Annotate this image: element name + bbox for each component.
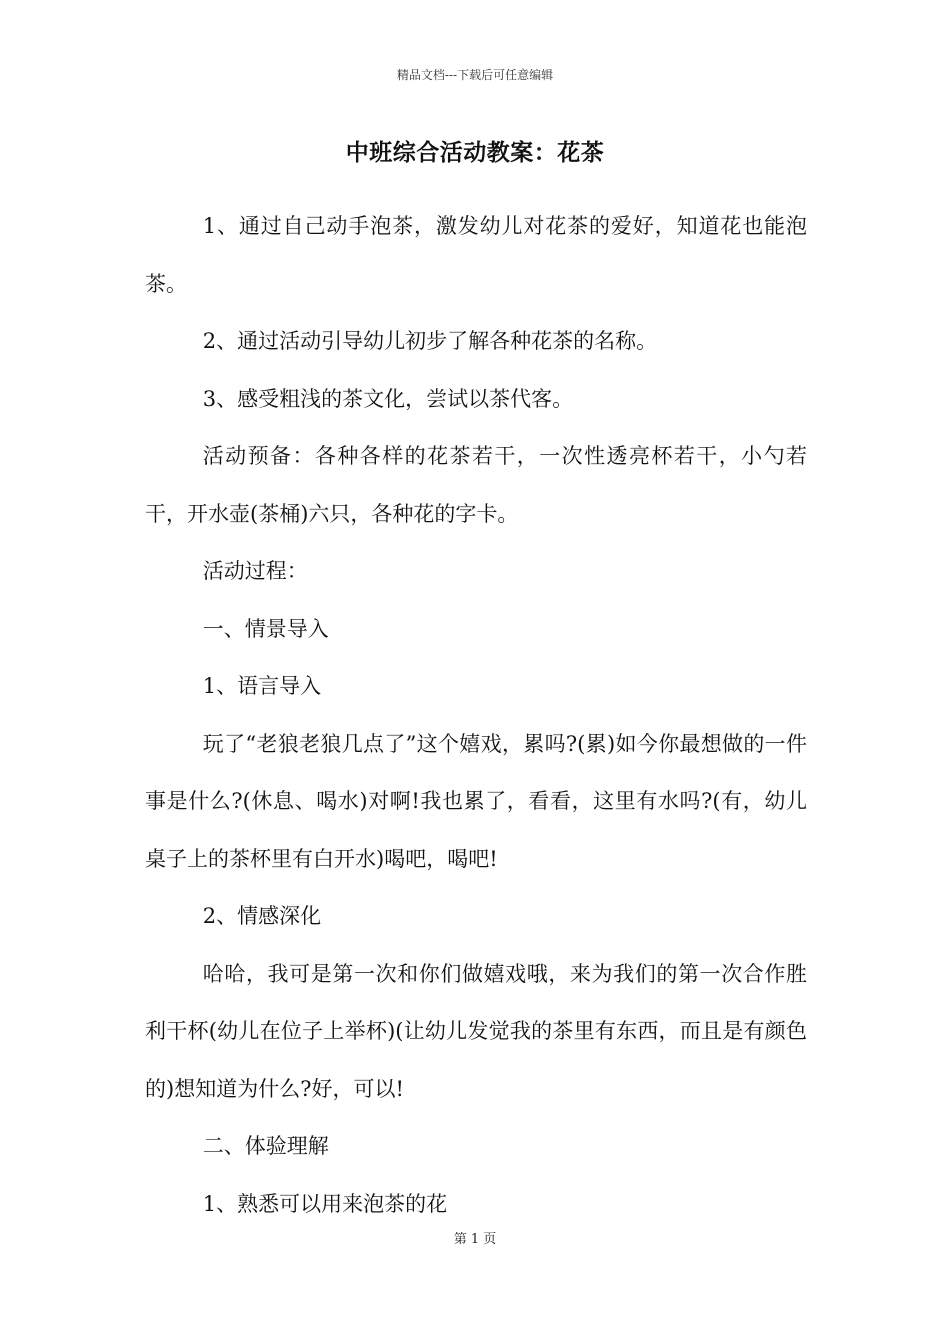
subsection-heading: 1、熟悉可以用来泡茶的花 xyxy=(202,1191,448,1216)
paragraph: 3、感受粗浅的茶文化，尝试以茶代客。 xyxy=(202,386,574,411)
paragraph: 1、通过自己动手泡茶，激发幼儿对花茶的爱好，知道花也能泡茶。 xyxy=(145,214,807,296)
paragraph: 活动过程： xyxy=(202,559,308,583)
paragraph: 玩了“老狼老狼几点了”这个嬉戏，累吗?(累)如今你最想做的一件事是什么?(休息、喝水)对啊!我也累了，看看，这里有水吗?(有，幼儿桌子上的茶杯里有白开水)喝吧，喝吧! xyxy=(145,731,807,871)
paragraph: 2、通过活动引导幼儿初步了解各种花茶的名称。 xyxy=(202,329,658,353)
section-heading: 二、体验理解 xyxy=(202,1134,329,1158)
paragraph: 哈哈，我可是第一次和你们做嬉戏哦，来为我们的第一次合作胜利干杯(幼儿在位子上举杯)(让幼儿发觉我的茶里有东西，而且是有颜色的)想知道为什么?好，可以! xyxy=(145,961,807,1101)
page-number: 第 1 页 xyxy=(453,1232,497,1247)
subsection-heading: 1、语言导入 xyxy=(202,674,322,698)
document-title: 中班综合活动教案：花茶 xyxy=(345,139,605,166)
document-body xyxy=(145,198,807,1233)
section-heading: 一、情景导入 xyxy=(202,616,329,641)
subsection-heading: 2、情感深化 xyxy=(202,904,322,928)
page-header: 精品文档---下载后可任意编辑 xyxy=(396,68,554,82)
paragraph: 活动预备：各种各样的花茶若干，一次性透亮杯若干，小勺若干，开水壶(茶桶)六只，各种花的字卡。 xyxy=(145,444,807,526)
